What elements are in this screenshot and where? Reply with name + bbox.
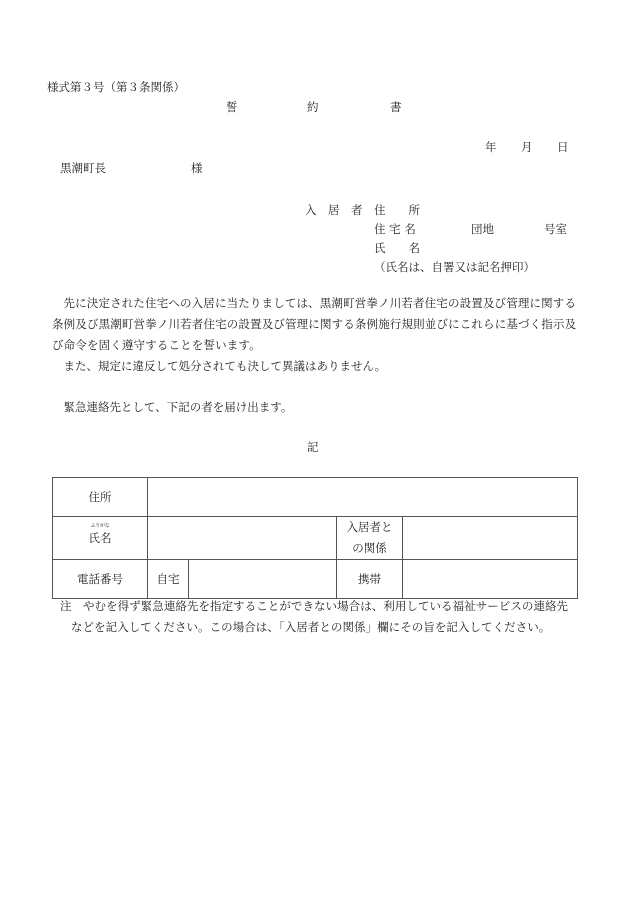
addressee-honorific: 様 [191, 161, 203, 175]
complex-label: 団地 [471, 222, 494, 236]
address-label: 住 所 [374, 203, 420, 217]
signature-note: （氏名は、自署又は記名押印） [374, 260, 535, 274]
applicant-label: 入 居 者 [305, 203, 363, 217]
home-phone-input-cell[interactable] [189, 560, 337, 599]
mobile-label-cell: 携帯 [337, 560, 403, 599]
name-label: 氏 名 [374, 241, 420, 255]
title-char: 誓 [226, 100, 238, 114]
mobile-phone-input-cell[interactable] [403, 560, 578, 599]
relation-label-line1: 入居者と [346, 520, 393, 534]
title-char: 書 [390, 100, 402, 114]
table-row-name [53, 517, 578, 560]
note-line-1: やむを得ず緊急連絡先を指定することができない場合は、利用している福祉サービスの連絡先 [83, 599, 569, 613]
date-month: 月 [521, 140, 533, 154]
address-input-cell[interactable] [148, 478, 578, 517]
name-label-with-furigana [88, 523, 112, 546]
phone-label-cell: 電話番号 [53, 560, 148, 599]
name-label-cell [53, 517, 148, 560]
note-line-2: などを記入してください。この場合は、「入居者との関係」欄にその旨を記入してください。 [71, 620, 551, 634]
body-paragraph-1: 先に決定された住宅への入居に当たりましては、黒潮町営拳ノ川若者住宅の設置及び管理に関する条例及び黒潮町営拳ノ川若者住宅の設置及び管理に関する条例施行規則並びにこれらに基づく指示及び命令を固く遵守することを誓います。 [52, 296, 577, 352]
name-input-cell[interactable] [148, 517, 337, 560]
relation-input-cell[interactable] [403, 517, 578, 560]
address-label-cell: 住所 [53, 478, 148, 517]
home-label-cell: 自宅 [148, 560, 189, 599]
ki-heading: 記 [307, 440, 319, 454]
room-label: 号室 [544, 222, 567, 236]
relation-label-cell [337, 517, 403, 560]
date-day: 日 [557, 140, 569, 154]
relation-label-line2: の関係 [352, 541, 387, 555]
emergency-contact-table [52, 477, 578, 599]
housing-label: 住 宅 名 [374, 222, 416, 236]
title-char: 約 [307, 100, 319, 114]
body-paragraph-2: また、規定に違反して処分されても決して異議はありません。 [63, 359, 387, 373]
name-label: 氏名 [88, 531, 112, 545]
form-number: 様式第３号（第３条関係） [47, 80, 185, 94]
addressee-name: 黒潮町長 [60, 161, 106, 175]
furigana: ふりがな [90, 523, 110, 529]
body-paragraph-3: 緊急連絡先として、下記の者を届け出ます。 [63, 400, 293, 414]
date-year: 年 [485, 140, 497, 154]
table-row-address [53, 478, 578, 517]
table-row-phone [53, 560, 578, 599]
note-prefix: 注 [60, 599, 72, 613]
